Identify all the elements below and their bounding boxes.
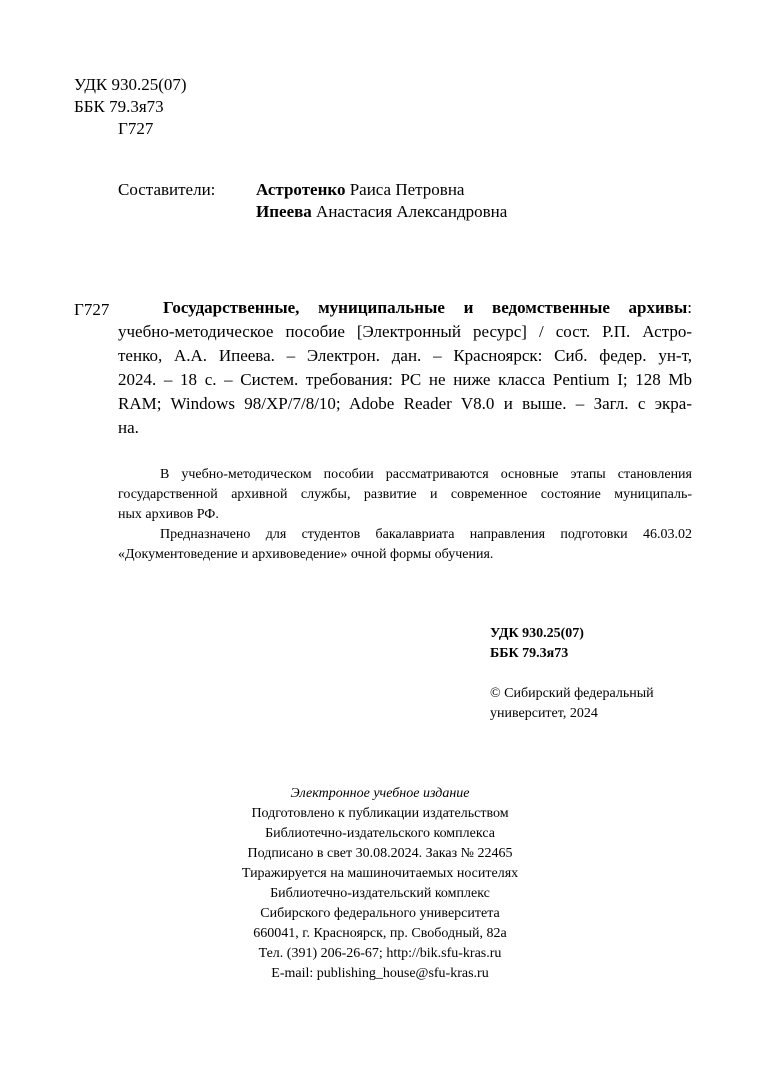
right-bbk: ББК 79.3я73: [490, 646, 569, 661]
bib-entry-line: тенко, А.А. Ипеева. – Электрон. дан. – Красноярск: Сиб. федер. ун-т,: [118, 346, 692, 365]
imprint-line: Библиотечно-издательского комплекса: [265, 826, 495, 841]
compilers-label: Составители:: [118, 180, 216, 199]
edition-type: Электронное учебное издание: [290, 786, 470, 801]
annotation-line: государственной архивной службы, развитие и современное состояние муниципаль-: [118, 487, 692, 502]
copyright-line-2: университет, 2024: [490, 706, 598, 721]
copyright-line-1: © Сибирский федеральный: [490, 686, 654, 701]
annotation: [118, 465, 692, 565]
imprint-line: Библиотечно-издательский комплекс: [270, 886, 490, 901]
annotation-line: ных архивов РФ.: [118, 507, 219, 522]
bib-entry: [118, 296, 692, 440]
right-codes: [490, 624, 654, 724]
imprint-line: 660041, г. Красноярск, пр. Свободный, 82а: [253, 926, 507, 941]
imprint-email: E-mail: publishing_house@sfu-kras.ru: [271, 966, 489, 981]
annotation-line: «Документоведение и архивоведение» очной формы обучения.: [118, 547, 494, 562]
bib-entry-line: RAM; Windows 98/XP/7/8/10; Adobe Reader V8.0 и выше. – Загл. с экра-: [118, 394, 692, 413]
bib-entry-title-colon: :: [687, 298, 692, 317]
bib-entry-line: 2024. – 18 с. – Систем. требования: PC не ниже класса Pentium I; 128 Mb: [118, 370, 692, 389]
imprint: [200, 784, 560, 984]
right-udk: УДК 930.25(07): [490, 626, 584, 641]
compiler-2-name: Анастасия Александровна: [316, 202, 508, 221]
imprint-line: Тиражируется на машиночитаемых носителях: [241, 866, 519, 881]
bib-entry-line: на.: [118, 418, 139, 437]
compiler-2-surname: Ипеева: [256, 202, 312, 221]
imprint-line: Сибирского федерального университета: [260, 906, 500, 921]
compiler-1-name: Раиса Петровна: [349, 180, 465, 199]
annotation-line: Предназначено для студентов бакалавриата направления подготовки 46.03.02: [160, 527, 692, 542]
bib-entry-sign: Г727: [74, 300, 110, 319]
compiler-1-surname: Астротенко: [256, 180, 346, 199]
bib-entry-title-line: [118, 296, 692, 320]
author-sign: Г727: [118, 119, 154, 138]
bbk-code: ББК 79.3я73: [74, 97, 164, 116]
compiler-2: [256, 199, 507, 224]
imprint-line: Подготовлено к публикации издательством: [251, 806, 509, 821]
bib-entry-line: учебно-методическое пособие [Электронный ресурс] / сост. Р.П. Астро-: [118, 322, 692, 341]
udk-code: УДК 930.25(07): [74, 75, 187, 94]
imprint-line: Подписано в свет 30.08.2024. Заказ № 22465: [247, 846, 513, 861]
bib-entry-title: Государственные, муниципальные и ведомственные архивы: [163, 298, 688, 317]
imprint-line: Тел. (391) 206-26-67; http://bik.sfu-kras.ru: [258, 946, 502, 961]
annotation-line: В учебно-методическом пособии рассматриваются основные этапы становления: [160, 467, 692, 482]
